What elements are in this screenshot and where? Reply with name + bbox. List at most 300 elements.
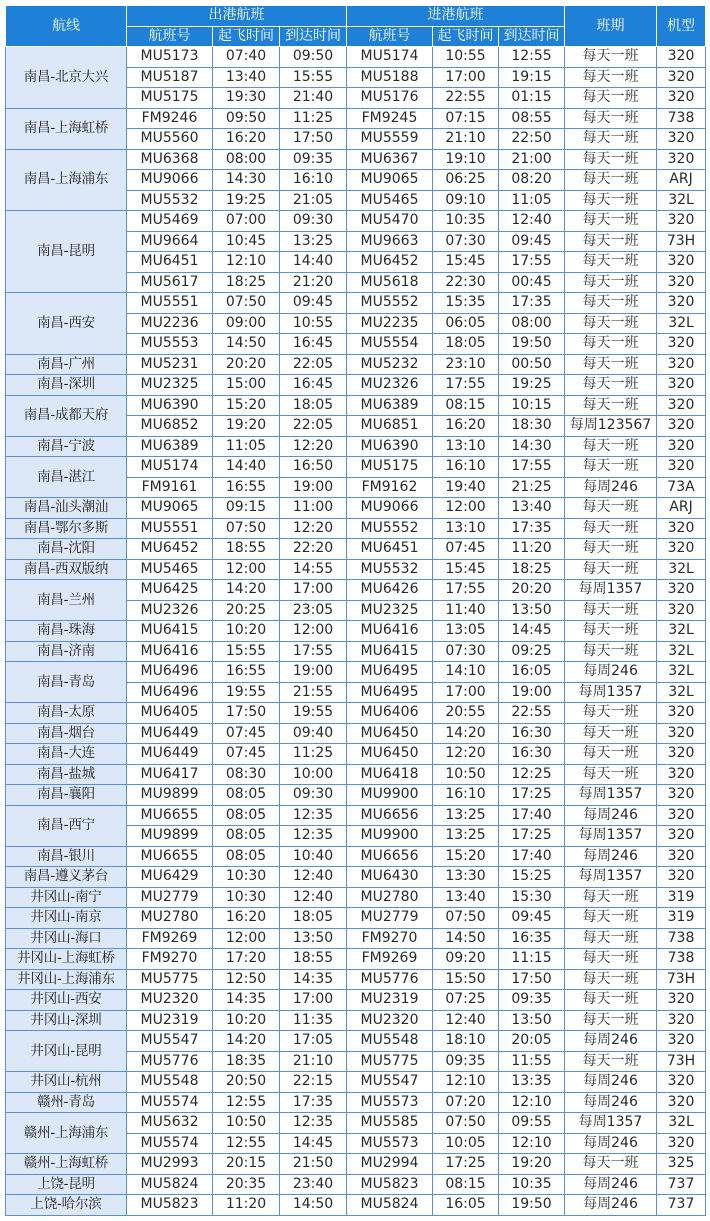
aircraft-cell: 320 bbox=[657, 416, 706, 437]
out-flight-no-cell: MU6449 bbox=[127, 744, 213, 765]
schedule-cell: 每天一班 bbox=[565, 108, 657, 129]
in-arr-time-cell: 17:50 bbox=[499, 969, 565, 990]
in-dep-time-cell: 17:55 bbox=[433, 375, 499, 396]
in-arr-time-cell: 00:45 bbox=[499, 272, 565, 293]
in-flight-no-cell: MU2320 bbox=[347, 1010, 433, 1031]
schedule-cell: 每天一班 bbox=[565, 334, 657, 355]
out-flight-no-cell: MU5173 bbox=[127, 47, 213, 68]
in-flight-no-cell: MU5465 bbox=[347, 190, 433, 211]
in-dep-time-cell: 07:25 bbox=[433, 990, 499, 1011]
in-dep-time-cell: 07:30 bbox=[433, 641, 499, 662]
route-cell: 南昌-鄂尔多斯 bbox=[6, 518, 127, 539]
out-dep-time-cell: 10:20 bbox=[213, 621, 280, 642]
out-flight-no-cell: MU5553 bbox=[127, 334, 213, 355]
out-flight-no-cell: MU6429 bbox=[127, 867, 213, 888]
schedule-cell: 每周1357 bbox=[565, 1113, 657, 1134]
header-inbound: 进港航班 bbox=[347, 6, 565, 27]
table-row bbox=[6, 805, 706, 826]
in-arr-time-cell: 13:40 bbox=[499, 498, 565, 519]
out-flight-no-cell: MU6390 bbox=[127, 395, 213, 416]
aircraft-cell: 320 bbox=[657, 518, 706, 539]
table-row bbox=[6, 1174, 706, 1195]
in-dep-time-cell: 13:25 bbox=[433, 805, 499, 826]
table-row bbox=[6, 47, 706, 68]
aircraft-cell: 320 bbox=[657, 539, 706, 560]
out-arr-time-cell: 12:40 bbox=[280, 887, 347, 908]
in-flight-no-cell: MU5554 bbox=[347, 334, 433, 355]
in-flight-no-cell: MU6367 bbox=[347, 149, 433, 170]
in-dep-time-cell: 12:00 bbox=[433, 498, 499, 519]
aircraft-cell: 32L bbox=[657, 559, 706, 580]
out-arr-time-cell: 09:30 bbox=[280, 785, 347, 806]
flight-schedule-table bbox=[5, 5, 706, 1216]
route-cell: 南昌-广州 bbox=[6, 354, 127, 375]
out-flight-no-cell: MU5187 bbox=[127, 67, 213, 88]
schedule-cell: 每周246 bbox=[565, 662, 657, 683]
in-arr-time-cell: 11:20 bbox=[499, 539, 565, 560]
header-in-flight-no: 航班号 bbox=[347, 26, 433, 47]
out-flight-no-cell: MU2779 bbox=[127, 887, 213, 908]
out-flight-no-cell: MU5632 bbox=[127, 1113, 213, 1134]
schedule-cell: 每天一班 bbox=[565, 149, 657, 170]
aircraft-cell: 320 bbox=[657, 846, 706, 867]
schedule-cell: 每天一班 bbox=[565, 1010, 657, 1031]
out-flight-no-cell: MU6655 bbox=[127, 846, 213, 867]
in-flight-no-cell: FM9269 bbox=[347, 949, 433, 970]
header-in-arr-time: 到达时间 bbox=[499, 26, 565, 47]
in-flight-no-cell: MU6451 bbox=[347, 539, 433, 560]
header-out-flight-no: 航班号 bbox=[127, 26, 213, 47]
table-row bbox=[6, 1031, 706, 1052]
aircraft-cell: 320 bbox=[657, 354, 706, 375]
in-arr-time-cell: 12:10 bbox=[499, 1092, 565, 1113]
route-cell: 南昌-青岛 bbox=[6, 662, 127, 703]
in-flight-no-cell: MU9663 bbox=[347, 231, 433, 252]
out-flight-no-cell: MU5560 bbox=[127, 129, 213, 150]
in-flight-no-cell: MU5532 bbox=[347, 559, 433, 580]
in-flight-no-cell: MU6450 bbox=[347, 723, 433, 744]
in-arr-time-cell: 08:55 bbox=[499, 108, 565, 129]
schedule-cell: 每周246 bbox=[565, 1174, 657, 1195]
table-row bbox=[6, 744, 706, 765]
route-cell: 井冈山-西安 bbox=[6, 990, 127, 1011]
route-cell: 南昌-汕头潮汕 bbox=[6, 498, 127, 519]
schedule-cell: 每天一班 bbox=[565, 211, 657, 232]
in-flight-no-cell: MU6430 bbox=[347, 867, 433, 888]
schedule-cell: 每天一班 bbox=[565, 354, 657, 375]
in-arr-time-cell: 19:00 bbox=[499, 682, 565, 703]
aircraft-cell: 32L bbox=[657, 1113, 706, 1134]
in-flight-no-cell: FM9270 bbox=[347, 928, 433, 949]
table-row bbox=[6, 457, 706, 478]
aircraft-cell: 32L bbox=[657, 662, 706, 683]
out-dep-time-cell: 19:25 bbox=[213, 190, 280, 211]
table-row bbox=[6, 539, 706, 560]
route-cell: 南昌-大连 bbox=[6, 744, 127, 765]
route-cell: 赣州-上海浦东 bbox=[6, 1113, 127, 1154]
aircraft-cell: 738 bbox=[657, 928, 706, 949]
route-cell: 南昌-西安 bbox=[6, 293, 127, 355]
out-dep-time-cell: 10:30 bbox=[213, 887, 280, 908]
schedule-cell: 每天一班 bbox=[565, 88, 657, 109]
in-dep-time-cell: 09:10 bbox=[433, 190, 499, 211]
table-row bbox=[6, 887, 706, 908]
route-cell: 南昌-成都天府 bbox=[6, 395, 127, 436]
out-arr-time-cell: 21:40 bbox=[280, 88, 347, 109]
out-flight-no-cell: MU9899 bbox=[127, 785, 213, 806]
schedule-cell: 每周246 bbox=[565, 1092, 657, 1113]
route-cell: 赣州-青岛 bbox=[6, 1092, 127, 1113]
schedule-cell: 每周246 bbox=[565, 1072, 657, 1093]
in-dep-time-cell: 12:40 bbox=[433, 1010, 499, 1031]
out-arr-time-cell: 12:20 bbox=[280, 518, 347, 539]
in-arr-time-cell: 19:20 bbox=[499, 1154, 565, 1175]
out-flight-no-cell: MU9899 bbox=[127, 826, 213, 847]
aircraft-cell: 320 bbox=[657, 1031, 706, 1052]
table-row bbox=[6, 580, 706, 601]
in-dep-time-cell: 07:50 bbox=[433, 908, 499, 929]
out-arr-time-cell: 14:45 bbox=[280, 1133, 347, 1154]
in-dep-time-cell: 12:10 bbox=[433, 1072, 499, 1093]
schedule-cell: 每天一班 bbox=[565, 375, 657, 396]
schedule-cell: 每天一班 bbox=[565, 313, 657, 334]
route-cell: 南昌-沈阳 bbox=[6, 539, 127, 560]
out-dep-time-cell: 15:00 bbox=[213, 375, 280, 396]
in-flight-no-cell: MU5775 bbox=[347, 1051, 433, 1072]
out-arr-time-cell: 09:35 bbox=[280, 149, 347, 170]
out-dep-time-cell: 08:05 bbox=[213, 826, 280, 847]
out-flight-no-cell: MU5548 bbox=[127, 1072, 213, 1093]
out-flight-no-cell: MU6496 bbox=[127, 662, 213, 683]
out-dep-time-cell: 14:35 bbox=[213, 990, 280, 1011]
in-dep-time-cell: 18:05 bbox=[433, 334, 499, 355]
table-row bbox=[6, 1113, 706, 1134]
in-arr-time-cell: 14:30 bbox=[499, 436, 565, 457]
aircraft-cell: 320 bbox=[657, 723, 706, 744]
table-row bbox=[6, 1010, 706, 1031]
in-flight-no-cell: MU6390 bbox=[347, 436, 433, 457]
route-cell: 南昌-遵义茅台 bbox=[6, 867, 127, 888]
out-arr-time-cell: 16:50 bbox=[280, 457, 347, 478]
in-dep-time-cell: 14:20 bbox=[433, 723, 499, 744]
out-flight-no-cell: MU5824 bbox=[127, 1174, 213, 1195]
in-flight-no-cell: MU9900 bbox=[347, 785, 433, 806]
out-dep-time-cell: 08:30 bbox=[213, 764, 280, 785]
out-arr-time-cell: 17:00 bbox=[280, 580, 347, 601]
out-flight-no-cell: FM9246 bbox=[127, 108, 213, 129]
in-flight-no-cell: FM9162 bbox=[347, 477, 433, 498]
out-dep-time-cell: 07:40 bbox=[213, 47, 280, 68]
out-arr-time-cell: 12:35 bbox=[280, 1113, 347, 1134]
aircraft-cell: 737 bbox=[657, 1195, 706, 1216]
aircraft-cell: 319 bbox=[657, 908, 706, 929]
in-dep-time-cell: 16:20 bbox=[433, 416, 499, 437]
schedule-cell: 每周246 bbox=[565, 477, 657, 498]
out-flight-no-cell: MU5776 bbox=[127, 1051, 213, 1072]
table-row bbox=[6, 354, 706, 375]
in-dep-time-cell: 17:55 bbox=[433, 580, 499, 601]
out-dep-time-cell: 07:50 bbox=[213, 518, 280, 539]
in-dep-time-cell: 16:10 bbox=[433, 457, 499, 478]
in-dep-time-cell: 15:50 bbox=[433, 969, 499, 990]
out-dep-time-cell: 12:00 bbox=[213, 559, 280, 580]
in-arr-time-cell: 21:00 bbox=[499, 149, 565, 170]
out-arr-time-cell: 21:50 bbox=[280, 1154, 347, 1175]
in-dep-time-cell: 19:40 bbox=[433, 477, 499, 498]
in-arr-time-cell: 09:45 bbox=[499, 231, 565, 252]
table-row bbox=[6, 764, 706, 785]
schedule-cell: 每天一班 bbox=[565, 1051, 657, 1072]
schedule-cell: 每天一班 bbox=[565, 969, 657, 990]
table-row bbox=[6, 436, 706, 457]
table-row bbox=[6, 375, 706, 396]
in-arr-time-cell: 11:05 bbox=[499, 190, 565, 211]
header-row-1 bbox=[6, 6, 706, 27]
aircraft-cell: 320 bbox=[657, 272, 706, 293]
schedule-cell: 每天一班 bbox=[565, 703, 657, 724]
out-dep-time-cell: 09:50 bbox=[213, 108, 280, 129]
out-arr-time-cell: 19:00 bbox=[280, 662, 347, 683]
out-dep-time-cell: 08:05 bbox=[213, 785, 280, 806]
in-dep-time-cell: 15:20 bbox=[433, 846, 499, 867]
out-flight-no-cell: MU6416 bbox=[127, 641, 213, 662]
aircraft-cell: 320 bbox=[657, 600, 706, 621]
in-dep-time-cell: 15:35 bbox=[433, 293, 499, 314]
table-row bbox=[6, 1195, 706, 1216]
aircraft-cell: 320 bbox=[657, 457, 706, 478]
schedule-cell: 每天一班 bbox=[565, 539, 657, 560]
in-dep-time-cell: 13:10 bbox=[433, 518, 499, 539]
route-cell: 南昌-济南 bbox=[6, 641, 127, 662]
schedule-cell: 每天一班 bbox=[565, 190, 657, 211]
in-dep-time-cell: 21:10 bbox=[433, 129, 499, 150]
schedule-cell: 每天一班 bbox=[565, 928, 657, 949]
table-row bbox=[6, 908, 706, 929]
aircraft-cell: 320 bbox=[657, 47, 706, 68]
route-cell: 南昌-烟台 bbox=[6, 723, 127, 744]
schedule-cell: 每天一班 bbox=[565, 723, 657, 744]
table-row bbox=[6, 395, 706, 416]
route-cell: 南昌-襄阳 bbox=[6, 785, 127, 806]
out-arr-time-cell: 12:40 bbox=[280, 867, 347, 888]
out-arr-time-cell: 21:10 bbox=[280, 1051, 347, 1072]
out-flight-no-cell: MU5551 bbox=[127, 293, 213, 314]
in-flight-no-cell: MU2994 bbox=[347, 1154, 433, 1175]
in-flight-no-cell: MU5573 bbox=[347, 1092, 433, 1113]
schedule-cell: 每天一班 bbox=[565, 231, 657, 252]
table-row bbox=[6, 518, 706, 539]
in-dep-time-cell: 12:20 bbox=[433, 744, 499, 765]
route-cell: 南昌-昆明 bbox=[6, 211, 127, 293]
in-dep-time-cell: 10:50 bbox=[433, 764, 499, 785]
out-arr-time-cell: 12:35 bbox=[280, 826, 347, 847]
in-flight-no-cell: MU2235 bbox=[347, 313, 433, 334]
out-flight-no-cell: MU5469 bbox=[127, 211, 213, 232]
in-arr-time-cell: 15:30 bbox=[499, 887, 565, 908]
schedule-cell: 每天一班 bbox=[565, 293, 657, 314]
in-flight-no-cell: MU5559 bbox=[347, 129, 433, 150]
out-dep-time-cell: 20:25 bbox=[213, 600, 280, 621]
schedule-cell: 每天一班 bbox=[565, 764, 657, 785]
out-arr-time-cell: 17:50 bbox=[280, 129, 347, 150]
out-flight-no-cell: MU9066 bbox=[127, 170, 213, 191]
aircraft-cell: 32L bbox=[657, 190, 706, 211]
out-flight-no-cell: MU9664 bbox=[127, 231, 213, 252]
out-arr-time-cell: 17:35 bbox=[280, 1092, 347, 1113]
out-dep-time-cell: 10:45 bbox=[213, 231, 280, 252]
in-arr-time-cell: 01:15 bbox=[499, 88, 565, 109]
in-dep-time-cell: 22:55 bbox=[433, 88, 499, 109]
route-cell: 南昌-深圳 bbox=[6, 375, 127, 396]
schedule-cell: 每天一班 bbox=[565, 67, 657, 88]
in-flight-no-cell: MU6851 bbox=[347, 416, 433, 437]
out-arr-time-cell: 09:40 bbox=[280, 723, 347, 744]
in-flight-no-cell: MU2319 bbox=[347, 990, 433, 1011]
out-flight-no-cell: MU6425 bbox=[127, 580, 213, 601]
route-cell: 井冈山-南宁 bbox=[6, 887, 127, 908]
out-arr-time-cell: 09:30 bbox=[280, 211, 347, 232]
schedule-cell: 每天一班 bbox=[565, 252, 657, 273]
out-dep-time-cell: 12:00 bbox=[213, 928, 280, 949]
out-dep-time-cell: 16:20 bbox=[213, 129, 280, 150]
in-flight-no-cell: MU5776 bbox=[347, 969, 433, 990]
out-arr-time-cell: 21:05 bbox=[280, 190, 347, 211]
out-dep-time-cell: 16:55 bbox=[213, 662, 280, 683]
route-cell: 南昌-上海浦东 bbox=[6, 149, 127, 211]
in-arr-time-cell: 18:30 bbox=[499, 416, 565, 437]
route-cell: 南昌-兰州 bbox=[6, 580, 127, 621]
in-arr-time-cell: 17:35 bbox=[499, 293, 565, 314]
out-arr-time-cell: 09:45 bbox=[280, 293, 347, 314]
out-arr-time-cell: 14:35 bbox=[280, 969, 347, 990]
table-row bbox=[6, 846, 706, 867]
out-dep-time-cell: 12:50 bbox=[213, 969, 280, 990]
out-flight-no-cell: MU5532 bbox=[127, 190, 213, 211]
aircraft-cell: 73H bbox=[657, 969, 706, 990]
in-arr-time-cell: 13:35 bbox=[499, 1072, 565, 1093]
out-dep-time-cell: 13:40 bbox=[213, 67, 280, 88]
out-arr-time-cell: 21:55 bbox=[280, 682, 347, 703]
schedule-cell: 每天一班 bbox=[565, 272, 657, 293]
in-arr-time-cell: 09:55 bbox=[499, 1113, 565, 1134]
route-cell: 南昌-上海虹桥 bbox=[6, 108, 127, 149]
in-dep-time-cell: 13:40 bbox=[433, 887, 499, 908]
out-flight-no-cell: MU6389 bbox=[127, 436, 213, 457]
schedule-cell: 每周1357 bbox=[565, 682, 657, 703]
table-row bbox=[6, 949, 706, 970]
out-flight-no-cell: MU6852 bbox=[127, 416, 213, 437]
out-dep-time-cell: 16:55 bbox=[213, 477, 280, 498]
out-flight-no-cell: MU6449 bbox=[127, 723, 213, 744]
in-flight-no-cell: MU2779 bbox=[347, 908, 433, 929]
aircraft-cell: 320 bbox=[657, 395, 706, 416]
out-arr-time-cell: 19:55 bbox=[280, 703, 347, 724]
header-route: 航线 bbox=[6, 6, 127, 47]
out-flight-no-cell: MU5617 bbox=[127, 272, 213, 293]
out-dep-time-cell: 12:10 bbox=[213, 252, 280, 273]
schedule-cell: 每天一班 bbox=[565, 621, 657, 642]
out-arr-time-cell: 22:20 bbox=[280, 539, 347, 560]
out-flight-no-cell: MU6417 bbox=[127, 764, 213, 785]
in-dep-time-cell: 06:25 bbox=[433, 170, 499, 191]
in-arr-time-cell: 17:55 bbox=[499, 252, 565, 273]
out-arr-time-cell: 16:45 bbox=[280, 375, 347, 396]
route-cell: 南昌-珠海 bbox=[6, 621, 127, 642]
schedule-cell: 每天一班 bbox=[565, 744, 657, 765]
in-arr-time-cell: 19:25 bbox=[499, 375, 565, 396]
aircraft-cell: 32L bbox=[657, 313, 706, 334]
header-out-arr-time: 到达时间 bbox=[280, 26, 347, 47]
aircraft-cell: 320 bbox=[657, 703, 706, 724]
in-flight-no-cell: MU5823 bbox=[347, 1174, 433, 1195]
out-arr-time-cell: 13:50 bbox=[280, 928, 347, 949]
out-arr-time-cell: 14:50 bbox=[280, 1195, 347, 1216]
in-arr-time-cell: 08:20 bbox=[499, 170, 565, 191]
aircraft-cell: 320 bbox=[657, 1133, 706, 1154]
out-arr-time-cell: 22:15 bbox=[280, 1072, 347, 1093]
out-dep-time-cell: 18:55 bbox=[213, 539, 280, 560]
in-dep-time-cell: 10:35 bbox=[433, 211, 499, 232]
route-cell: 南昌-西宁 bbox=[6, 805, 127, 846]
in-arr-time-cell: 17:25 bbox=[499, 785, 565, 806]
out-dep-time-cell: 14:20 bbox=[213, 1031, 280, 1052]
in-flight-no-cell: MU6452 bbox=[347, 252, 433, 273]
in-arr-time-cell: 10:35 bbox=[499, 1174, 565, 1195]
aircraft-cell: 320 bbox=[657, 1092, 706, 1113]
in-flight-no-cell: MU5188 bbox=[347, 67, 433, 88]
out-dep-time-cell: 20:15 bbox=[213, 1154, 280, 1175]
out-flight-no-cell: MU6405 bbox=[127, 703, 213, 724]
in-arr-time-cell: 09:25 bbox=[499, 641, 565, 662]
out-flight-no-cell: MU6452 bbox=[127, 539, 213, 560]
out-arr-time-cell: 22:05 bbox=[280, 416, 347, 437]
table-row bbox=[6, 149, 706, 170]
table-row bbox=[6, 621, 706, 642]
out-dep-time-cell: 07:00 bbox=[213, 211, 280, 232]
table-row bbox=[6, 662, 706, 683]
in-arr-time-cell: 17:55 bbox=[499, 457, 565, 478]
out-flight-no-cell: FM9270 bbox=[127, 949, 213, 970]
schedule-cell: 每周1357 bbox=[565, 580, 657, 601]
route-cell: 南昌-盐城 bbox=[6, 764, 127, 785]
in-dep-time-cell: 16:10 bbox=[433, 785, 499, 806]
table-row bbox=[6, 1154, 706, 1175]
out-dep-time-cell: 10:50 bbox=[213, 1113, 280, 1134]
aircraft-cell: 320 bbox=[657, 1072, 706, 1093]
schedule-cell: 每周1357 bbox=[565, 826, 657, 847]
in-arr-time-cell: 22:55 bbox=[499, 703, 565, 724]
in-arr-time-cell: 10:15 bbox=[499, 395, 565, 416]
schedule-cell: 每天一班 bbox=[565, 436, 657, 457]
in-flight-no-cell: MU9900 bbox=[347, 826, 433, 847]
in-flight-no-cell: MU5548 bbox=[347, 1031, 433, 1052]
route-cell: 南昌-银川 bbox=[6, 846, 127, 867]
out-flight-no-cell: MU9065 bbox=[127, 498, 213, 519]
out-arr-time-cell: 16:10 bbox=[280, 170, 347, 191]
aircraft-cell: 320 bbox=[657, 990, 706, 1011]
out-flight-no-cell: MU2780 bbox=[127, 908, 213, 929]
table-row bbox=[6, 969, 706, 990]
aircraft-cell: 320 bbox=[657, 1010, 706, 1031]
aircraft-cell: 32L bbox=[657, 641, 706, 662]
out-flight-no-cell: MU2319 bbox=[127, 1010, 213, 1031]
in-flight-no-cell: MU6656 bbox=[347, 846, 433, 867]
in-arr-time-cell: 16:35 bbox=[499, 928, 565, 949]
aircraft-cell: 320 bbox=[657, 252, 706, 273]
out-arr-time-cell: 09:50 bbox=[280, 47, 347, 68]
out-dep-time-cell: 11:20 bbox=[213, 1195, 280, 1216]
in-dep-time-cell: 10:05 bbox=[433, 1133, 499, 1154]
